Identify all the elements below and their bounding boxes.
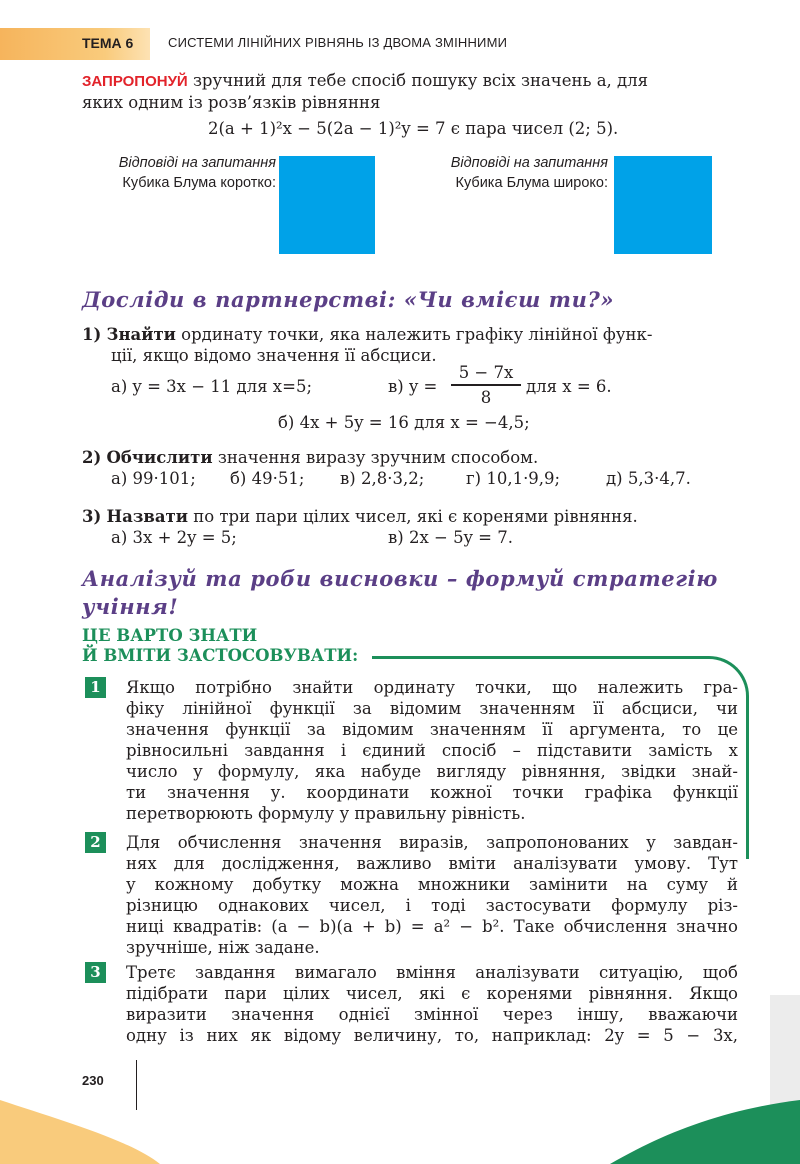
task1-line-1: 1) Знайти ординату точки, яка належить графіку лінійної функ- xyxy=(82,325,653,344)
propose-line-2: яких одним із розв’язків рівняння xyxy=(82,93,381,112)
analyze-title-2: учіння! xyxy=(82,594,179,619)
know-heading-1: ЦЕ ВАРТО ЗНАТИ xyxy=(82,626,258,645)
task2-d: д) 5,3·4,7. xyxy=(606,469,691,488)
task2-a: а) 99·101; xyxy=(111,469,196,488)
propose-text-1: зручний для тебе спосіб пошуку всіх значень a, для xyxy=(192,71,649,90)
bloom-long-label: Відповіді на запитання Кубика Блума широко: xyxy=(450,155,608,191)
bloom-long-answer-box[interactable] xyxy=(614,156,712,254)
task3-a: а) 3x + 2y = 5; xyxy=(111,528,237,547)
item-1-text: Якщо потрібно знайти ординату точки, що належить гра- фіку лінійної функції за відомим значенням її абсциси, чи значення функції за відомим значенням її аргумента, то це рівносильні завдання і єдиний спосіб – підставити замість х число у формулу, яка набуде вигляду рівняння, звідки знай- ти значення у. координати кожної точки графіка функції перетворюють формулу у правильну рівність. xyxy=(126,678,738,823)
analyze-title-1: Аналізуй та роби висновки – формуй стратегію xyxy=(82,566,718,591)
task2-keyword: Обчислити xyxy=(106,448,213,467)
task1-v-numerator: 5 − 7x xyxy=(458,363,514,382)
topic-tag: ТЕМА 6 xyxy=(82,35,134,51)
task1-b: б) 4x + 5y = 16 для x = −4,5; xyxy=(278,413,530,432)
item-2-text: Для обчислення значення виразів, запропонованих у завдан- нях для дослідження, важливо вміти аналізувати умову. Тут у кожному добутку можна множники замінити на суму й різницю однакових чисел, і тоді застосувати формулу різ- ниці квадратів: (a − b)(a + b) = a² − b². Таке обчислення значно зручніше, ніж задане. xyxy=(126,833,738,957)
bottom-right-green-swoosh xyxy=(610,1100,800,1164)
task3-keyword: Назвати xyxy=(106,507,188,526)
page-number: 230 xyxy=(82,1073,104,1088)
footer-divider xyxy=(136,1060,137,1110)
task1-v-denominator: 8 xyxy=(480,388,492,407)
fraction-bar xyxy=(451,384,521,386)
propose-line-1 xyxy=(82,70,737,92)
corner-decoration xyxy=(0,1080,800,1164)
task2-g: г) 10,1·9,9; xyxy=(466,469,561,488)
task1-v-prefix: в) y = xyxy=(388,377,438,396)
explore-title: Досліди в партнерстві: «Чи вмієш ти?» xyxy=(82,287,615,312)
item-2-badge: 2 xyxy=(85,832,106,853)
bloom-short-answer-box[interactable] xyxy=(279,156,375,254)
task3-v: в) 2x − 5y = 7. xyxy=(388,528,513,547)
task3-line-1: 3) Назвати по три пари цілих чисел, які є коренями рівняння. xyxy=(82,507,638,526)
bloom-short-label: Відповіді на запитання Кубика Блума коротко: xyxy=(118,155,276,191)
task2-v: в) 2,8·3,2; xyxy=(340,469,425,488)
item-3-text: Третє завдання вимагало вміння аналізувати ситуацію, щоб підібрати пари цілих чисел, які є коренями рівняння. Якщо виразити значення однієї змінної через іншу, вважаючи одну із них як відому величину, то, наприклад: 2y = 5 − 3x, xyxy=(126,963,738,1045)
item-1-badge: 1 xyxy=(85,677,106,698)
know-heading-2: Й ВМІТИ ЗАСТОСОВУВАТИ: xyxy=(82,646,359,665)
item-3-badge: 3 xyxy=(85,962,106,983)
task2-b: б) 49·51; xyxy=(230,469,305,488)
task1-keyword: Знайти xyxy=(106,325,176,344)
task2-line-1: 2) Обчислити значення виразу зручним способом. xyxy=(82,448,539,467)
task1-v-suffix: для x = 6. xyxy=(526,377,612,396)
topic-title: СИСТЕМИ ЛІНІЙНИХ РІВНЯНЬ ІЗ ДВОМА ЗМІННИМИ xyxy=(168,35,508,50)
task1-a: а) y = 3x − 11 для x=5; xyxy=(111,377,312,396)
propose-keyword: ЗАПРОПОНУЙ xyxy=(82,73,188,90)
propose-formula: 2(a + 1)²x − 5(2a − 1)²y = 7 є пара чисел (2; 5). xyxy=(208,119,619,138)
task1-line-2: ції, якщо відомо значення її абсциси. xyxy=(111,346,437,365)
